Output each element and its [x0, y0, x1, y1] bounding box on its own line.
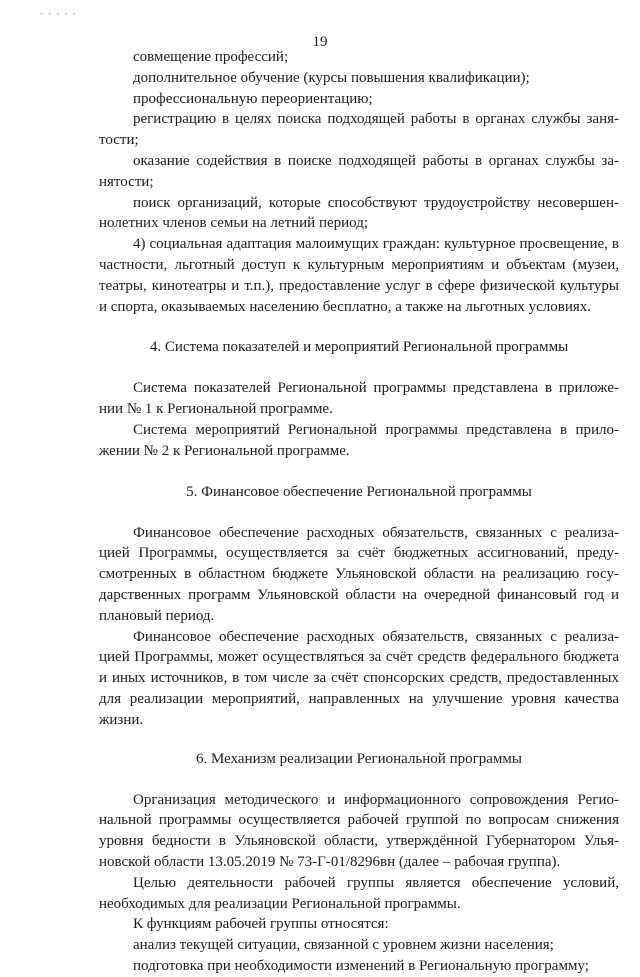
section-heading: 6. Механизм реализации Региональной программы	[196, 750, 522, 767]
paragraph: Система мероприятий Региональной программы представлена в приложении № 2 к Региональной программе.	[99, 421, 619, 459]
document-body	[99, 47, 619, 977]
paragraph: дополнительное обучение (курсы повышения квалификации);	[133, 69, 530, 86]
paragraph: оказание содействия в поиске подходящей работы в органах службы занятости;	[99, 152, 619, 190]
section-heading: 5. Финансовое обеспечение Региональной программы	[186, 483, 532, 500]
scan-corner-mark: - - - - -	[40, 9, 77, 19]
paragraph: Организация методического и информационного сопровождения Региональной программы осуществляется рабочей группой по вопросам снижения уровня бедности в Ульяновской области, утверждённой Губернатором Ульяновской области 13.05.2019 № 73-Г-01/8296вн (далее – рабочая группа).	[99, 791, 619, 870]
paragraph: Финансовое обеспечение расходных обязательств, связанных с реализацией Программы, осуществляется за счёт бюджетных ассигнований, предусмотренных в областном бюджете Ульяновской области на реализацию государственных программ Ульяновской области на очередной финансовый год и плановый период.	[99, 524, 619, 624]
paragraph: совмещение профессий;	[133, 49, 289, 65]
paragraph: профессиональную переориентацию;	[133, 90, 373, 107]
paragraph: 4) социальная адаптация малоимущих граждан: культурное просвещение, в частности, льготный доступ к культурным мероприятиям и объектам (музеи, театры, кинотеатры и т.п.), предоставление услуг в сфере физической культуры и спорта, оказываемых населению бесплатно, а также на льготных условиях.	[99, 236, 619, 315]
paragraph: регистрацию в целях поиска подходящей работы в органах службы занятости;	[99, 111, 619, 149]
paragraph: анализ текущей ситуации, связанной с уровнем жизни населения;	[133, 937, 554, 954]
paragraph: Финансовое обеспечение расходных обязательств, связанных с реализацией Программы, может осуществляться за счёт средств федерального бюджета и иных источников, в том числе за счёт спонсорских средств, предоставленных для реализации мероприятий, направленных на улучшение уровня качества жизни.	[99, 628, 619, 728]
paragraph: поиск организаций, которые способствуют трудоустройству несовершеннолетних членов семьи на летний период;	[99, 194, 619, 232]
page-number: 19	[312, 34, 328, 50]
paragraph: Система показателей Региональной программы представлена в приложении № 1 к Региональной программе.	[99, 380, 619, 418]
paragraph: подготовка при необходимости изменений в Региональную программу;	[133, 957, 589, 974]
paragraph: К функциям рабочей группы относятся:	[133, 916, 389, 933]
section-heading: 4. Система показателей и мероприятий Региональной программы	[149, 339, 569, 356]
paragraph: Целью деятельности рабочей группы является обеспечение условий, необходимых для реализации Региональной программы.	[99, 874, 619, 912]
